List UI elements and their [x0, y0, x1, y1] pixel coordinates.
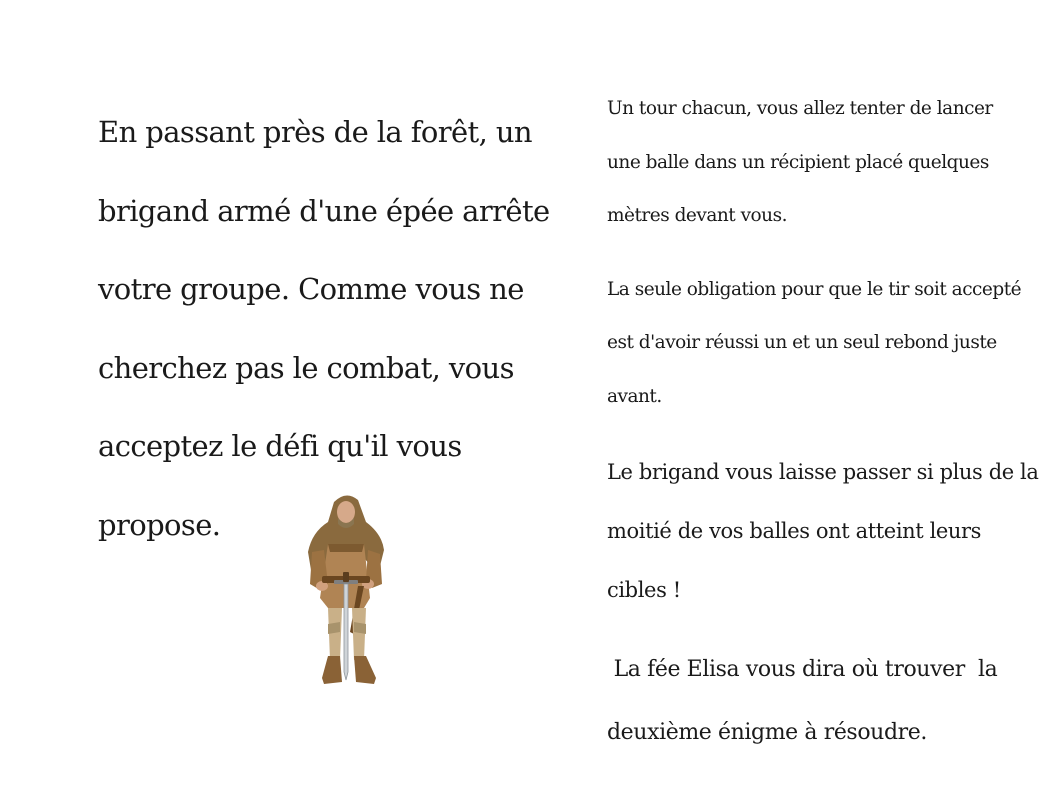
intro-line: En passant près de la forêt, un: [98, 115, 533, 149]
rules-line: Le brigand vous laisse passer si plus de la: [607, 460, 1039, 484]
rules-line: avant.: [607, 385, 662, 407]
rules-line: La seule obligation pour que le tir soit accepté: [607, 278, 1022, 300]
intro-line: acceptez le défi qu'il vous: [98, 429, 462, 463]
rules-line: mètres devant vous.: [607, 205, 787, 226]
rules-paragraph-2: [607, 263, 1047, 424]
intro-line: cherchez pas le combat, vous: [98, 350, 514, 385]
rules-line: La fée Elisa vous dira où trouver la: [607, 657, 998, 682]
rules-line: deuxième énigme à résoudre.: [607, 720, 927, 745]
brigand-swordsman-illustration: [294, 488, 398, 688]
rules-text: [607, 82, 1047, 764]
rules-line: cibles !: [607, 578, 681, 602]
rules-line: moitié de vos balles ont atteint leurs: [607, 519, 982, 543]
rules-paragraph-1: [607, 82, 1047, 243]
intro-line: propose.: [98, 507, 221, 542]
rules-paragraph-3: [607, 443, 1047, 620]
rules-line: une balle dans un récipient placé quelques: [607, 151, 989, 173]
rules-line: est d'avoir réussi un et un seul rebond juste: [607, 332, 997, 353]
rules-paragraph-4: [607, 638, 1047, 764]
brigand-icon: [294, 488, 398, 688]
intro-line: brigand armé d'une épée arrête: [98, 193, 550, 228]
intro-line: votre groupe. Comme vous ne: [98, 272, 524, 306]
rules-line: Un tour chacun, vous allez tenter de lancer: [607, 98, 993, 119]
